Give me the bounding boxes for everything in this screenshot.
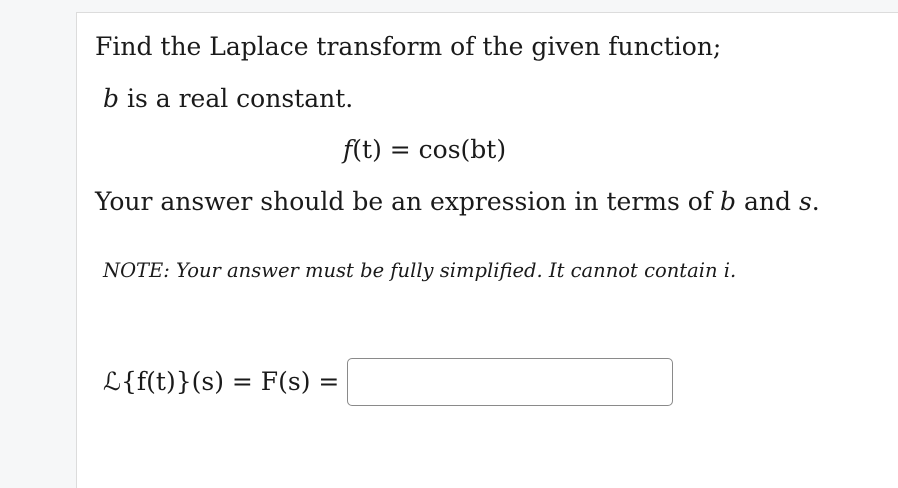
constant-text: is a real constant. (119, 84, 354, 113)
left-gutter (0, 0, 76, 488)
instruction-period: . (811, 187, 820, 216)
note-text: NOTE: Your answer must be fully simplified. It cannot contain i. (103, 259, 737, 282)
answer-row (103, 357, 673, 407)
instruction-var-b: b (720, 187, 737, 216)
equation-function-name: f (343, 135, 353, 164)
question-panel (76, 12, 898, 488)
equation-body: (t) = cos(bt) (352, 135, 507, 164)
answer-input[interactable] (347, 358, 673, 406)
constant-variable: b (103, 84, 120, 113)
problem-intro: Find the Laplace transform of the given function; (95, 32, 722, 61)
answer-instruction (95, 187, 820, 217)
instruction-text: Your answer should be an expression in terms of (95, 187, 713, 216)
answer-label: ℒ{f(t)}(s) = F(s) = (103, 367, 340, 396)
constant-statement (103, 84, 353, 114)
instruction-var-s: s (798, 187, 812, 216)
instruction-and: and (736, 187, 799, 216)
function-equation (343, 135, 506, 165)
